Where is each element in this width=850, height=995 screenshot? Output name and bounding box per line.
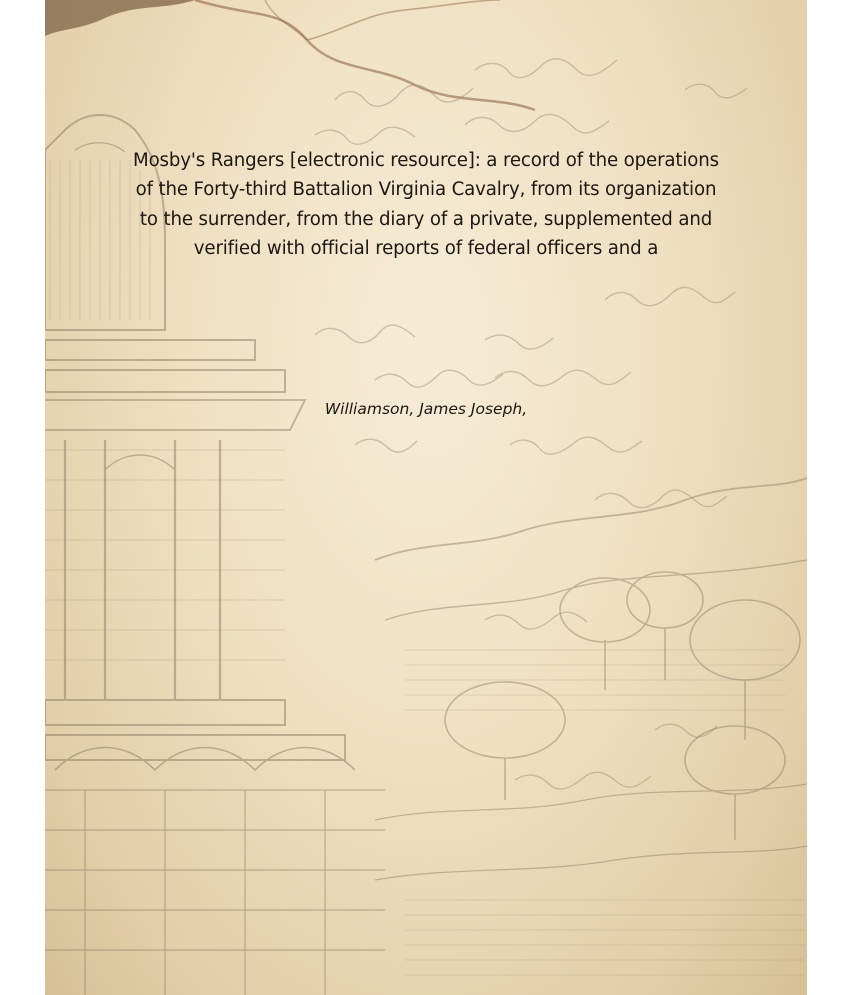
crack-line	[265, 0, 307, 40]
book-cover	[45, 0, 807, 995]
landscape-engraving	[375, 478, 807, 880]
crack-line	[307, 0, 500, 40]
worn-corner-stain	[45, 0, 195, 36]
book-author: Williamson, James Joseph,	[324, 400, 528, 418]
book-title: Mosby's Rangers [electronic resource]: a record of the operations of the Forty-third Battalion Virginia Cavalry, from its organization to the surrender, from the diary of a private, supplemented and verified with official reports of federal officers and a	[133, 150, 719, 260]
crack-line	[195, 0, 535, 110]
